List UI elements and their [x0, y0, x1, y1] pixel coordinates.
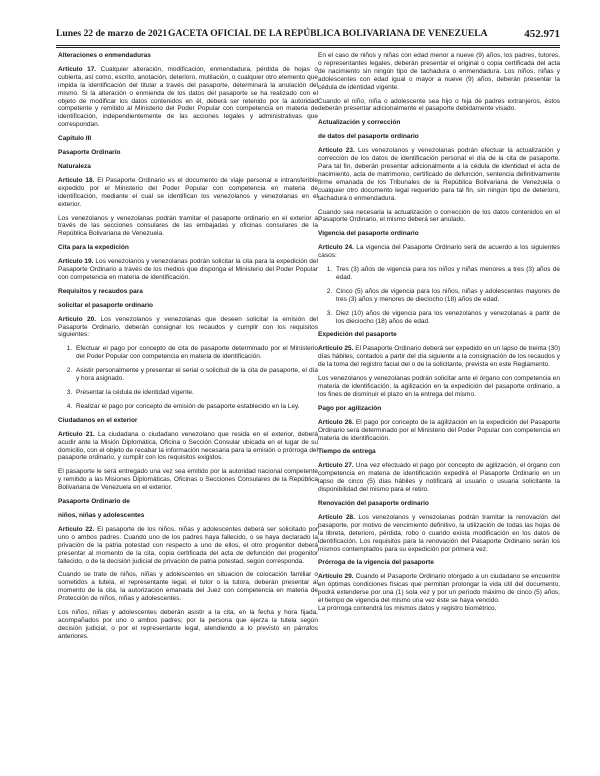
article-17-text: Cualquier alteración, modificación, enmendadura, pérdida de hojas o cubierta, así como, escrito, anotación, deterioro, mutilación, o cualquier otro elemento que impida la identificación del titular a través del pasaporte, determinará la anulación del mismo. Si la alteración o enmienda de los datos del pasaporte se ha realizado con el objeto de modificar los datos contenidos en él, deberá ser retenido por la autoridad competente y remitido al Ministerio del Poder Popular con competencia en materia de identificación, independientemente de las acciones legales y administrativas que correspondan.	[58, 65, 318, 129]
article-22-paragraph-2: Cuando se trate de niños, niñas y adolescentes en situación de colocación familiar o sometidos a tutela, el representante legal, el tutor o la tutora, deberán presentar al momento de la cita, la autorización emanada del Juez con competencia en materia de Protección de niños, niñas y adolescentes.	[58, 571, 318, 603]
article-25-lead: Artículo 25.	[318, 345, 354, 353]
list-item: 3. Diez (10) años de vigencia para los venezolanos y venezolanas a partir de los dieciocho (18) años de edad.	[334, 310, 560, 326]
article-21-paragraph-2: El pasaporte le será entregado una vez sea emitido por la autoridad nacional competente y remitido a las Misiones Diplomáticas, Oficinas o Secciones Consulares de la República Bolivariana de Venezuela en el exterior.	[58, 468, 318, 492]
heading-cita: Cita para la expedición	[58, 244, 129, 252]
chapter-title: Capítulo III	[58, 135, 92, 143]
article-19-text: Los venezolanos y venezolanas podrán solicitar la cita para la expedición del Pasaporte Ordinario a través de los medios que disponga el Ministerio del Poder Popular con competencia en materia de identificación.	[58, 258, 318, 281]
article-26-text: El pago por concepto de la agilización en la expedición del Pasaporte Ordinario será determinado por el Ministerio del Poder Popular con competencia en materia de identificación.	[318, 418, 561, 442]
article-22	[58, 526, 318, 566]
heading-actualizacion-line-1: Actualización y corrección	[318, 119, 401, 127]
heading-alteraciones: Alteraciones o enmendaduras	[58, 52, 151, 59]
article-27-text: Una vez efectuado el pago por concepto de agilización, el órgano con competencia en materia de identificación expedirá el Pasaporte Ordinario en un lapso de cinco (5) días hábiles y notificará al usuario o usuaria solicitante la disponibilidad del mismo para el retiro.	[318, 462, 560, 494]
article-22-paragraph-5: Cuando el niño, niña o adolescente sea hijo o hija de padres extranjeros, éstos deberán presentar adicionalmente el pasaporte debidamente visado.	[318, 97, 560, 113]
article-18-paragraph-2: Los venezolanos y venezolanas podrán tramitar el pasaporte ordinario en el exterior a través de las secciones consulares de las embajadas y oficinas consulares de la República Bolivariana de Venezuela.	[58, 214, 318, 238]
list-item: 4. Realizar el pago por concepto de emisión de pasaporte establecido en la Ley.	[74, 403, 318, 411]
article-23-lead: Artículo 23.	[318, 147, 355, 155]
list-item: 2. Asistir personalmente y presentar el serial o solicitud de la cita de pasaporte, el día y hora asignado.	[74, 367, 318, 383]
heading-actualizacion-line-2: de datos del pasaporte ordinario	[318, 133, 419, 141]
article-25-paragraph-2: Los venezolanos y venezolanas podrán solicitar ante el órgano con competencia en materia de identificación, la agilización en la expedición del pasaporte ordinario, a los fines de disminuir el plazo en la entrega del mismo.	[318, 375, 560, 398]
article-17-lead: Artículo 17.	[58, 65, 97, 73]
article-29-paragraph-2: La prórroga contendrá los mismos datos y registro biométrico.	[318, 604, 497, 612]
article-21-lead: Artículo 21.	[58, 430, 95, 438]
article-20-list	[58, 345, 318, 410]
right-column	[318, 52, 560, 619]
list-item: 3. Presentar la cédula de identidad vigente.	[74, 389, 318, 397]
heading-expedicion: Expedición del pasaporte	[318, 331, 397, 339]
header-date: Lunes 22 de marzo de 2021	[56, 28, 168, 39]
article-27	[318, 462, 560, 494]
article-24	[318, 244, 560, 260]
header-rule-top	[56, 45, 560, 46]
list-item: 2. Cinco (5) años de vigencia para los niños, niñas y adolescentes mayores de tres (3) años y menores de dieciocho (18) años de edad.	[334, 288, 560, 304]
article-20	[58, 316, 318, 340]
article-22-text: El pasaporte de los niños, niñas y adolescentes deberá ser solicitado por uno o ambos padres. Cuando uno de los padres haya fallecido, o se haya declarado la privación de la patria potestad con respecto a uno de ellos, el otro progenitor deberá presentar al momento de la cita, copia certificada del acta de defunción del progenitor fallecido, o de la decisión judicial de privación de patria potestad, según corresponda.	[58, 525, 318, 565]
heading-requisitos-line-1: Requisitos y recaudos para	[58, 287, 143, 295]
article-21	[58, 431, 318, 463]
article-24-list	[318, 266, 560, 325]
article-23-paragraph-2: Cuando sea necesaria la actualización o corrección de los datos contenidos en el Pasaporte Ordinario, el mismo deberá ser anulado.	[318, 208, 560, 224]
article-21-text: La ciudadana o ciudadano venezolano que resida en el exterior, deberá acudir ante la Misión Diplomática, Oficina o Sección Consular ubicada en el lugar de su domicilio, con el objeto de recabar la información necesaria para la emisión o prórroga del pasaporte ordinario, y cumplir con los requisitos exigidos.	[58, 430, 319, 462]
article-25-text: El Pasaporte Ordinario deberá ser expedido en un lapso de treinta (30) días hábiles, contados a partir del día siguiente a la consignación de los recaudos y de la toma del registro facial del o de la solicitante, prevista en este Reglamento.	[318, 345, 560, 369]
header-title: GACETA OFICIAL DE LA REPÚBLICA BOLIVARIANA DE VENEZUELA	[168, 28, 488, 39]
article-17	[58, 66, 318, 129]
list-item: 1. Tres (3) años de vigencia para los niños y niñas menores a tres (3) años de edad.	[334, 266, 560, 282]
page-header	[56, 28, 560, 44]
article-26	[318, 419, 560, 443]
article-24-text: La vigencia del Pasaporte Ordinario será de acuerdo a los siguientes casos:	[318, 244, 560, 260]
heading-naturaleza: Naturaleza	[58, 162, 91, 170]
list-item: 1. Efectuar el pago por concepto de cita de pasaporte determinado por el Ministerio del Poder Popular con competencia en materia de identificación.	[74, 345, 318, 361]
article-29	[318, 573, 560, 605]
article-20-text: Los venezolanos y venezolanas que deseen solicitar la emisión del Pasaporte Ordinario, deberán consignar los recaudos y cumplir con los requisitos siguientes:	[58, 315, 318, 339]
article-28-lead: Artículo 28.	[318, 513, 355, 521]
header-page-number: 452.971	[524, 28, 560, 40]
header-rule-bottom	[56, 47, 560, 48]
left-column	[58, 52, 318, 647]
heading-pago: Pago por agilización	[318, 404, 382, 412]
article-28	[318, 514, 560, 554]
article-28-text: Los venezolanos y venezolanas podrán tramitar la renovación del pasaporte, por motivo de vencimiento definitivo, la utilización de todas las hojas de la libreta, deterioro, pérdida, robo o cuando exista modificación en los datos de identificación. Los requisitos para la renovación del Pasaporte Ordinario serán los mismos contemplados para su expedición por primera vez.	[318, 513, 560, 553]
article-18	[58, 177, 318, 209]
article-23-text: Los venezolanos y venezolanas podrán efectuar la actualización y corrección de los datos de identificación personal el día de la cita de pasaporte. Para tal fin, deberán presentar adicionalmente a la cédula de identidad el acta de nacimiento, acta de matrimonio, certificado de defunción, sentencia definitivamente firme emanada de los Tribunales de la República Bolivariana de Venezuela o cualquier otro documento legal requerido para tal fin, sin ningún tipo de deterioro, tachadura o enmendadura.	[318, 147, 560, 202]
article-26-lead: Artículo 26.	[318, 418, 354, 426]
article-19	[58, 258, 318, 282]
article-22-paragraph-3: Los niños, niñas y adolescentes deberán asistir a la cita, en la fecha y hora fijada, acompañados por uno o ambos padres; por la persona que ejerza la tutela según decisión judicial, o por el representante legal, atendiendo a lo previsto en párrafos anteriores.	[58, 609, 318, 640]
article-29-text: Cuando el Pasaporte Ordinario otorgado a un ciudadano se encuentre en óptimas condiciones físicas que permitan prolongar la vida útil del documento, podrá extenderse por una (1) sola vez y por un período máximo de cinco (5) años, el tiempo de vigencia del mismo una vez éste se haya vencido.	[318, 573, 560, 605]
article-22-paragraph-4: En el caso de niños y niñas con edad menor a nueve (9) años, los padres, tutores, o representantes legales, deberán presentar el original o copia certificada del acta de nacimiento sin ningún tipo de tachadura o enmendadura. Los niños, niñas y adolescentes con edad igual o mayor a nueve (9) años, deberán presentar la cédula de identidad vigente.	[318, 52, 560, 91]
article-27-lead: Artículo 27.	[318, 462, 354, 470]
chapter-subtitle: Pasaporte Ordinario	[58, 149, 121, 157]
article-18-lead: Artículo 18.	[58, 176, 95, 184]
heading-renovacion: Renovación del pasaporte ordinario	[318, 499, 429, 507]
heading-ciudadanos: Ciudadanos en el exterior	[58, 416, 138, 424]
article-23	[318, 147, 560, 202]
heading-ninos-line-1: Pasaporte Ordinario de	[58, 498, 130, 506]
article-29-lead: Artículo 29.	[318, 573, 354, 581]
article-25	[318, 345, 560, 369]
heading-ninos-line-2: niños, niñas y adolescentes	[58, 511, 145, 519]
article-22-lead: Artículo 22.	[58, 525, 95, 533]
article-19-lead: Artículo 19.	[58, 258, 94, 266]
heading-vigencia: Vigencia del pasaporte ordinario	[318, 230, 419, 238]
heading-tiempo: Tiempo de entrega	[318, 448, 376, 456]
article-24-lead: Artículo 24.	[318, 244, 354, 252]
heading-prorroga: Prórroga de la vigencia del pasaporte	[318, 559, 434, 567]
heading-requisitos-line-2: solicitar el pasaporte ordinario	[58, 301, 153, 309]
article-18-text: El Pasaporte Ordinario es el documento de viaje personal e intransferible expedido por el Ministerio del Poder Popular con competencia en materia de identificación, mediante el cual se identifican los venezolanos y venezolanas en el exterior.	[58, 176, 319, 208]
article-20-lead: Artículo 20.	[58, 315, 97, 323]
